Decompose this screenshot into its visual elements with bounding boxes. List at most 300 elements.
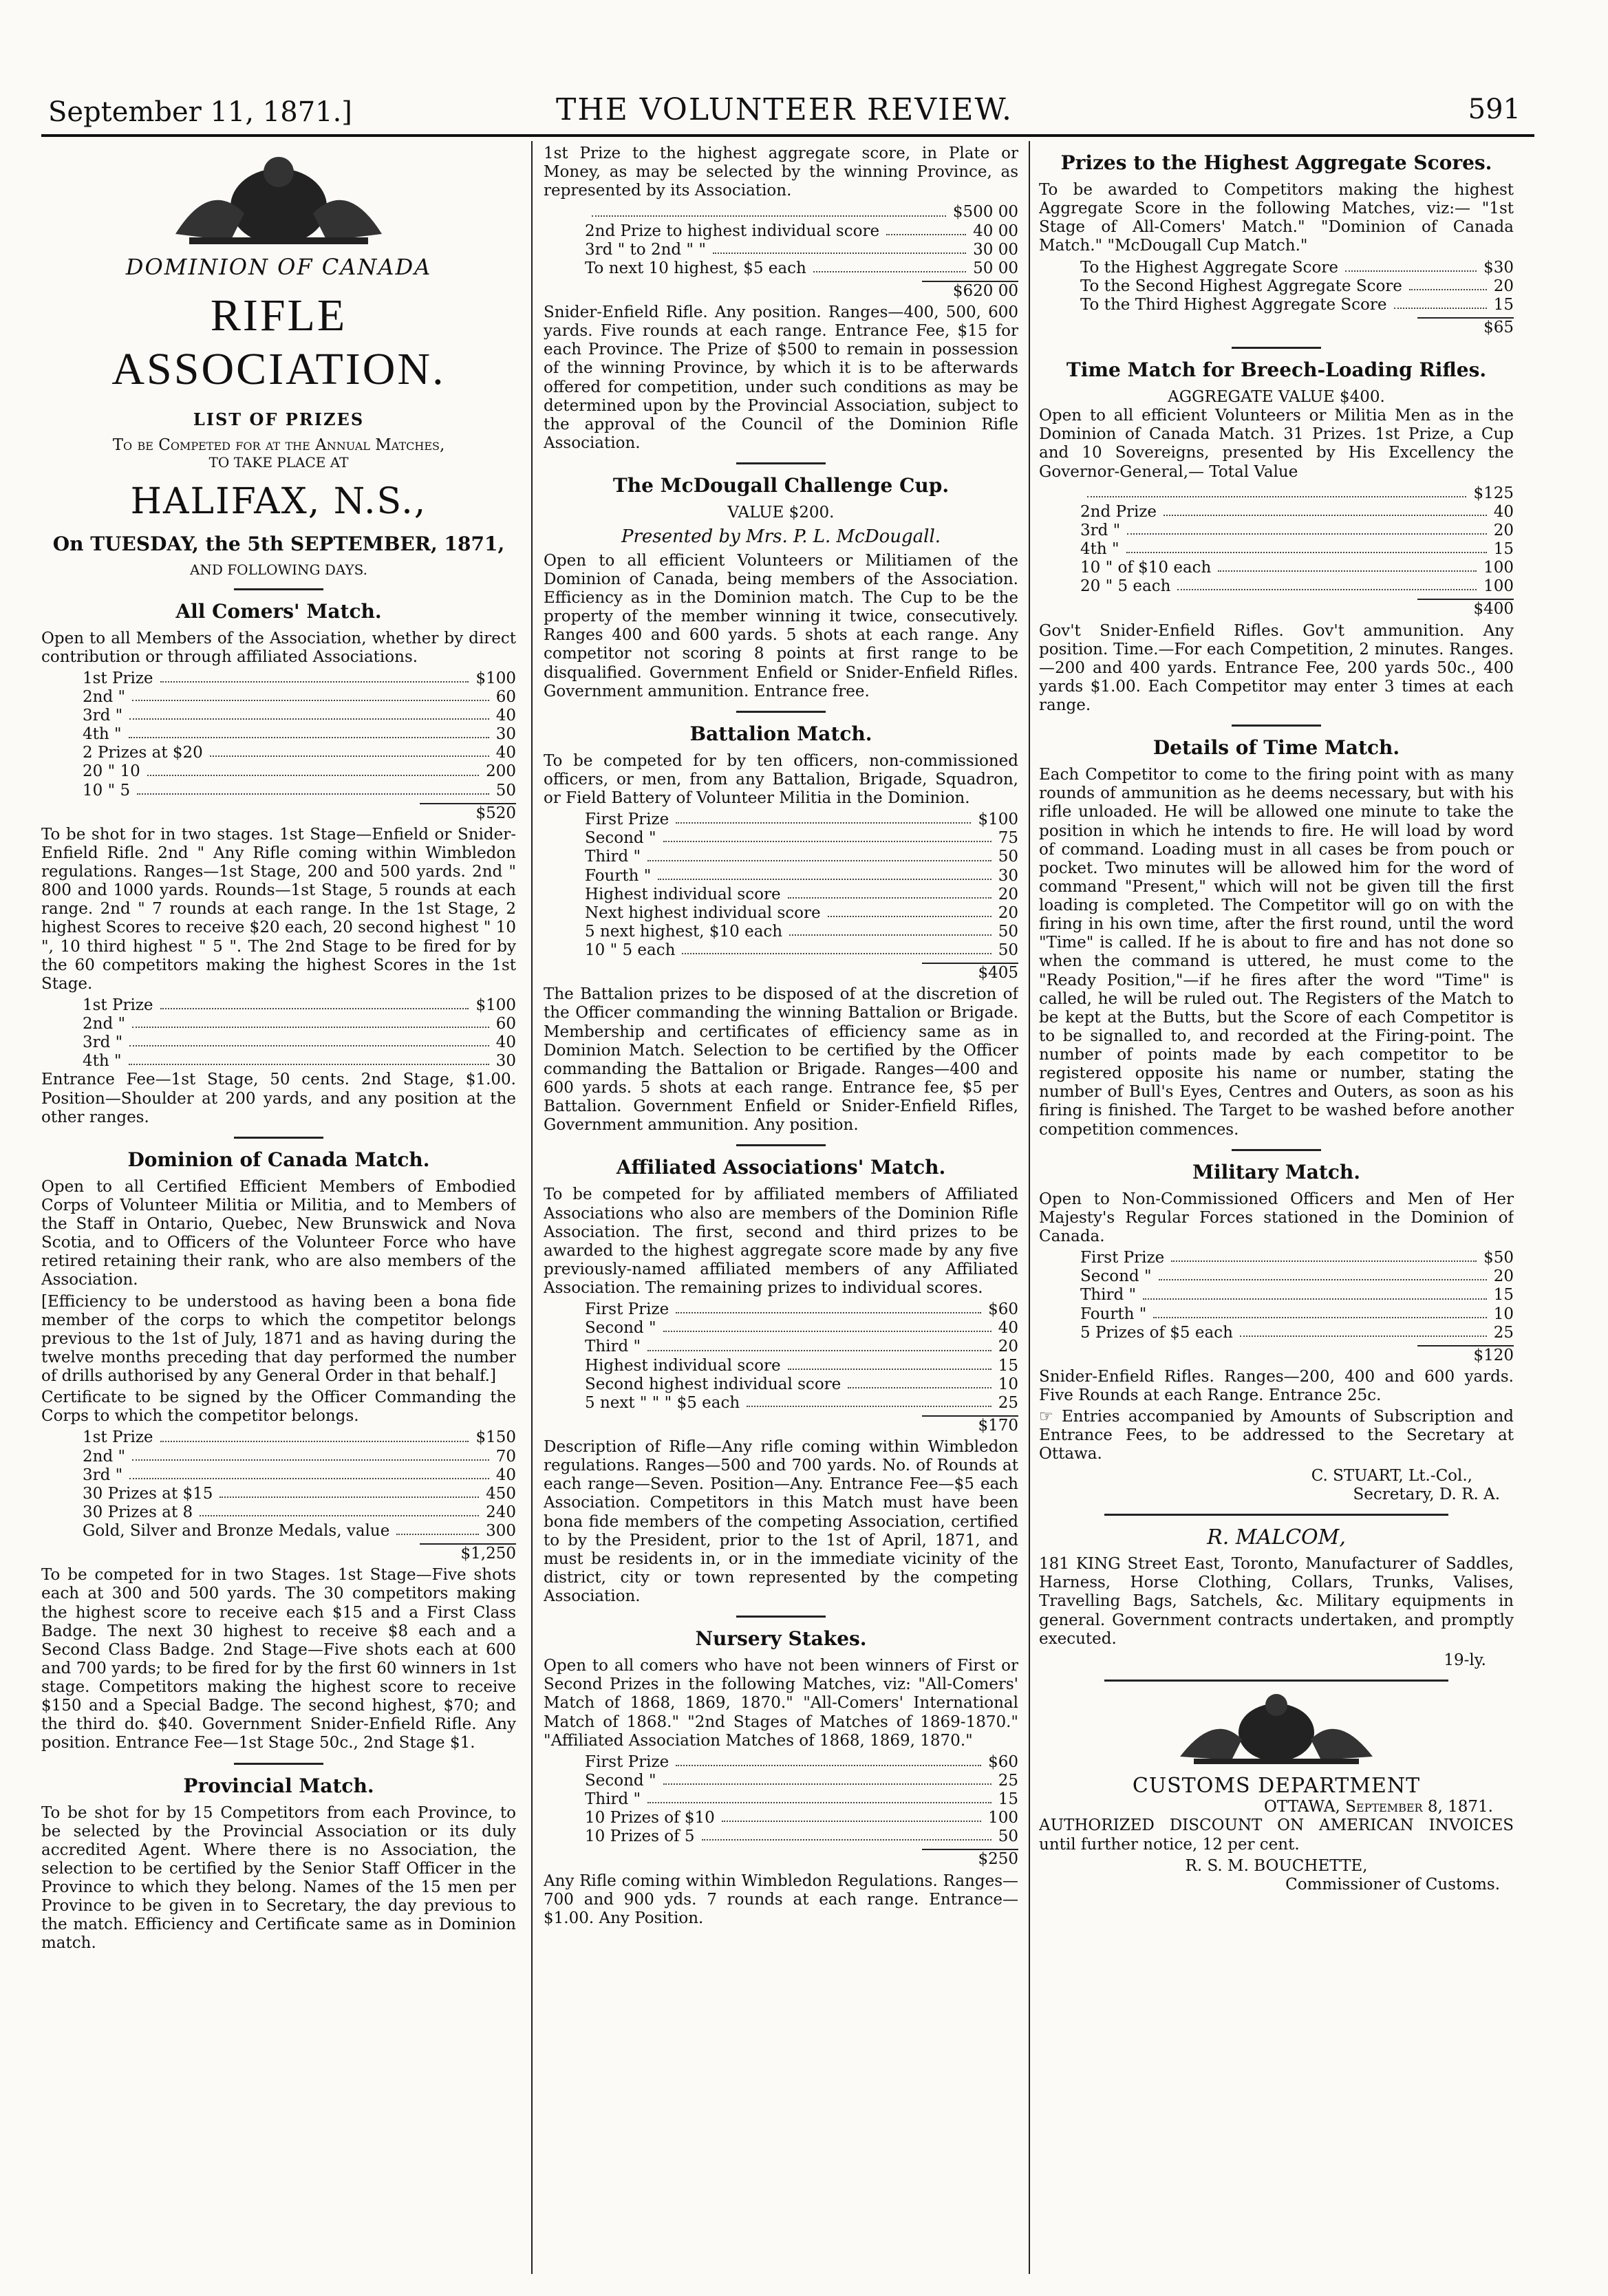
column-1	[41, 144, 516, 2277]
prize-row	[1039, 1267, 1514, 1286]
prize-amount: $60	[988, 1300, 1018, 1319]
prize-amount: 15	[998, 1356, 1018, 1375]
prize-row	[544, 848, 1018, 866]
leader-dots	[129, 725, 489, 738]
prize-row	[1039, 277, 1514, 296]
leader-dots	[1087, 484, 1466, 497]
prize-amount: 50	[998, 922, 1018, 941]
aggregate-prizes	[1039, 259, 1514, 314]
prize-amount: $150	[475, 1428, 516, 1447]
divider	[1232, 347, 1321, 349]
prize-row	[544, 1394, 1018, 1413]
prize-amount: 50 00	[973, 259, 1018, 277]
prize-row	[41, 688, 516, 707]
leader-dots	[663, 1319, 991, 1332]
prize-row	[1039, 1324, 1514, 1342]
battalion-text: The Battalion prizes to be disposed of at the discretion of the Officer commanding the winning Battalion or Brigade. Membership and certificates of efficiency same as in Dominion Match. Selection to be certified by the Officer commanding the Battalion or Brigade. Ranges—400 and 600 yards. 5 shots at each range. Entrance fee, $5 per Battalion. Government Enfield or Snider-Enfield Rifles, Government ammunition. Any position.	[544, 985, 1018, 1135]
prize-amount: 100	[1483, 577, 1514, 596]
customs-text: AUTHORIZED DISCOUNT ON AMERICAN INVOICES until further notice, 12 per cent.	[1039, 1816, 1514, 1854]
leader-dots	[1126, 540, 1487, 553]
prize-row	[544, 1319, 1018, 1338]
signature-name: C. STUART, Lt.-Col.,	[1311, 1466, 1472, 1485]
leader-dots	[886, 222, 966, 235]
leader-dots	[132, 1448, 489, 1461]
prize-row	[544, 203, 1018, 222]
coat-of-arms-icon	[148, 151, 409, 248]
leader-dots	[592, 203, 946, 216]
prize-label: 5 next " " " $5 each	[585, 1393, 740, 1412]
prize-amount: $30	[1483, 258, 1514, 277]
prize-row	[1039, 503, 1514, 522]
nursery-intro: Open to all comers who have not been winners of First or Second Prizes in the following Matches, viz: "All-Comers' Match of 1868, 1869, 1870." "All-Comers' International Match of 1868." "2nd Stages of Matches of 1869-1870." "Affiliated Association Matches of 1868, 1869, 1870."	[544, 1657, 1018, 1750]
time-match-title: Time Match for Breech-Loading Rifles.	[1066, 358, 1487, 382]
prize-label: 1st Prize	[83, 1428, 153, 1447]
prize-label: First Prize	[1080, 1249, 1165, 1267]
prize-amount: $100	[475, 669, 516, 687]
prize-row	[544, 923, 1018, 941]
prize-label: Third "	[585, 848, 641, 866]
leader-dots	[676, 811, 971, 824]
leader-dots	[1218, 559, 1477, 572]
prize-label: 3rd " to 2nd " "	[585, 240, 706, 259]
leader-dots	[160, 996, 469, 1009]
prize-row	[1039, 540, 1514, 559]
prize-row	[41, 762, 516, 781]
prize-row	[1039, 1305, 1514, 1324]
prize-label: Highest individual score	[585, 885, 781, 903]
prize-row	[544, 886, 1018, 904]
nursery-text: Any Rifle coming within Wimbledon Regulations. Ranges—700 and 900 yds. 7 rounds at each range. Entrance—$1.00. Any Position.	[544, 1871, 1018, 1927]
prize-label: Second highest individual score	[585, 1375, 841, 1393]
divider	[1104, 1680, 1448, 1682]
leader-dots	[160, 669, 469, 683]
prize-amount: 10	[998, 1375, 1018, 1393]
divider	[736, 1144, 826, 1146]
nursery-prizes	[544, 1753, 1018, 1847]
prize-row	[544, 1357, 1018, 1375]
prize-row	[1039, 259, 1514, 277]
leader-dots	[147, 762, 479, 775]
prize-amount: 300	[486, 1522, 516, 1541]
divider	[1232, 725, 1321, 727]
prize-label: Third "	[585, 1790, 641, 1809]
time-match-rules: Gov't Snider-Enfield Rifles. Gov't ammunition. Any position. Time.—For each Competition, 2 minutes. Ranges.—200 and 400 yards. Entrance Fee, 200 yards 50c., 400 yards $1.00. Each Competitor may enter 3 times at each range.	[1039, 621, 1514, 715]
prize-amount: 40	[495, 707, 516, 725]
dominion-rules: To be competed for in two Stages. 1st Stage—Five shots each at 300 and 500 yards. The 30 competitors making the highest score to receive each $15 and a First Class Badge. The next 30 highest to receive $8 each and a Second Class Badge. 2nd Stage—Five shots each at 600 and 700 yards; to be fired for by the first 60 winners in 1st stage. Competitors making the highest score to receive $150 and a Special Badge. The second highest, $70; and the third do. $40. Government Snider-Enfield Rifle. Any position. Entrance Fee—1st Stage 50c., 2nd Stage $1.	[41, 1566, 516, 1752]
prize-label: 4th "	[83, 1052, 122, 1071]
org-line-1: DOMINION OF CANADA	[125, 254, 432, 280]
divider	[234, 588, 323, 590]
prize-amount: 20	[1493, 277, 1514, 295]
prize-row	[544, 867, 1018, 886]
pointing-hand-icon: ☞	[1039, 1408, 1053, 1426]
prize-label: 30 Prizes at 8	[83, 1503, 193, 1521]
prize-row	[544, 941, 1018, 960]
prize-label: Second "	[1080, 1267, 1152, 1286]
provincial-rules: Snider-Enfield Rifle. Any position. Ranges—400, 500, 600 yards. Five rounds at each range. Entrance Fee, $15 for each Province. The Prize of $500 to remain in possession of the winning Province, by which it is to be afterwards offered for competition, under such conditions as may be determined upon by the Provincial Association, subject to the approval of the Council of the Dominion Rifle Association.	[544, 303, 1018, 452]
aggregate-title: Prizes to the Highest Aggregate Scores.	[1060, 151, 1492, 174]
prize-label: Second "	[585, 1319, 656, 1338]
military-text: Snider-Enfield Rifles. Ranges—200, 400 and 600 yards. Five Rounds at each Range. Entrance 25c.	[1039, 1367, 1514, 1404]
affiliated-prizes	[544, 1300, 1018, 1413]
prize-label: 3rd "	[83, 707, 123, 725]
time-match-total: $400	[1417, 599, 1514, 619]
prize-row	[544, 222, 1018, 241]
prize-amount: 70	[495, 1447, 516, 1466]
prize-amount: 30	[495, 1052, 516, 1071]
prize-label: 3rd "	[1080, 521, 1121, 539]
leader-dots	[647, 1790, 991, 1803]
prize-label: 30 Prizes at $15	[83, 1484, 213, 1503]
divider	[736, 1616, 826, 1618]
prize-amount: 40 00	[973, 222, 1018, 240]
prize-row	[544, 1809, 1018, 1827]
prize-amount: 40	[495, 744, 516, 762]
prize-row	[544, 259, 1018, 278]
prize-row	[41, 669, 516, 688]
prize-amount: $500 00	[952, 203, 1018, 222]
column-2	[544, 144, 1018, 2277]
prize-amount: 30	[998, 866, 1018, 885]
prize-amount: 20	[998, 903, 1018, 922]
leader-dots	[1345, 259, 1477, 272]
customs-date: OTTAWA, September 8, 1871.	[1264, 1798, 1493, 1816]
prize-row	[41, 725, 516, 744]
prize-amount: 25	[998, 1771, 1018, 1790]
prize-row	[544, 904, 1018, 923]
prize-amount: $50	[1483, 1249, 1514, 1267]
leader-dots	[132, 688, 489, 701]
royal-arms-icon	[1159, 1691, 1393, 1767]
prize-label: 4th "	[83, 725, 122, 744]
leader-dots	[663, 829, 991, 842]
leader-dots	[1171, 1249, 1477, 1262]
leader-dots	[129, 1466, 489, 1479]
prize-amount: 50	[998, 848, 1018, 866]
prize-label: 20 " 5 each	[1080, 577, 1171, 596]
aggregate-total: $65	[1417, 317, 1514, 337]
battalion-intro: To be competed for by ten officers, non-commissioned officers, or men, from any Battalion, Brigade, Squadron, or Field Battery of Volunteer Militia in the Dominion.	[544, 751, 1018, 808]
leader-dots	[1153, 1305, 1486, 1318]
header-rule	[41, 134, 1534, 137]
battalion-prizes	[544, 811, 1018, 960]
affiliated-total: $170	[922, 1415, 1018, 1435]
prize-label: Next highest individual score	[585, 903, 821, 922]
prize-label: 2nd Prize to highest individual score	[585, 222, 880, 240]
header-page-number: 591	[1468, 94, 1521, 125]
prize-row	[544, 811, 1018, 829]
all-comers-prizes	[41, 669, 516, 800]
military-prizes	[1039, 1249, 1514, 1342]
prize-label: First Prize	[585, 1300, 669, 1319]
aggregate-intro: To be awarded to Competitors making the highest Aggregate Score in the following Matches, viz:— "1st Stage of All-Comers' Match." "Dominion of Canada Match." "McDougall Cup Match."	[1039, 181, 1514, 255]
prize-amount: 100	[988, 1809, 1018, 1827]
prize-label: 2 Prizes at $20	[83, 744, 203, 762]
prize-amount: 50	[998, 941, 1018, 960]
prize-label: To next 10 highest, $5 each	[585, 259, 806, 277]
all-comers-total: $520	[420, 803, 516, 823]
prize-row	[544, 1790, 1018, 1809]
nursery-title: Nursery Stakes.	[695, 1627, 867, 1651]
prize-label: 1st Prize	[83, 996, 153, 1014]
prize-amount: 40	[998, 1319, 1018, 1338]
leader-dots	[129, 1033, 489, 1047]
leader-dots	[663, 1772, 991, 1785]
prize-row	[544, 1753, 1018, 1772]
signature-title: Secretary, D. R. A.	[1353, 1485, 1500, 1503]
military-intro: Open to Non-Commissioned Officers and Men of Her Majesty's Regular Forces stationed in the Dominion of Canada.	[1039, 1190, 1514, 1245]
leader-dots	[1240, 1324, 1487, 1337]
column-divider	[1029, 141, 1030, 2274]
prize-row	[41, 1015, 516, 1033]
all-comers-fee: Entrance Fee—1st Stage, 50 cents. 2nd Stage, $1.00. Position—Shoulder at 200 yards, and any position at the other ranges.	[41, 1071, 516, 1126]
provincial-total: $620 00	[922, 281, 1018, 301]
leader-dots	[702, 1827, 991, 1841]
entries-notice-text: Entries accompanied by Amounts of Subscription and Entrance Fees, to be addressed to the Secretary at Ottawa.	[1039, 1408, 1514, 1463]
leader-dots	[1159, 1267, 1487, 1280]
prize-row	[41, 1448, 516, 1466]
prize-row	[544, 1300, 1018, 1319]
leader-dots	[1394, 296, 1487, 309]
prize-row	[1039, 559, 1514, 577]
leader-dots	[210, 744, 489, 757]
provincial-text: To be shot for by 15 Competitors from each Province, to be selected by the Provincial Association or its duly accredited Agent. Where there is no Association, the selection to be certified by the Senior Staff Officer in the Province to which they belong. Names of the 15 men per Province to be given in to Secretary, the day previous to the match. Efficiency and Certificate same as in Dominion match.	[41, 1803, 516, 1953]
prize-amount: 15	[1493, 295, 1514, 314]
prize-row	[1039, 484, 1514, 503]
prize-label: 10 " of $10 each	[1080, 559, 1212, 577]
prize-label: Second "	[585, 1771, 656, 1790]
all-comers-stage2-prizes	[41, 996, 516, 1071]
leader-dots	[1127, 522, 1486, 535]
all-comers-intro: Open to all Members of the Association, whether by direct contribution or through affiliated Associations.	[41, 629, 516, 666]
leader-dots	[1409, 277, 1487, 290]
leader-dots	[1164, 503, 1487, 516]
prize-amount: $60	[988, 1752, 1018, 1771]
prize-label: 3rd "	[83, 1466, 123, 1484]
prize-amount: $100	[475, 996, 516, 1014]
leader-dots	[647, 848, 991, 861]
leader-dots	[713, 241, 966, 254]
leader-dots	[676, 1753, 981, 1766]
prize-label: Gold, Silver and Bronze Medals, value	[83, 1522, 390, 1541]
prize-amount: 20	[1493, 1267, 1514, 1286]
divider	[234, 1763, 323, 1765]
prize-label: To the Second Highest Aggregate Score	[1080, 277, 1402, 295]
leader-dots	[848, 1375, 991, 1388]
customs-title: CUSTOMS DEPARTMENT	[1132, 1773, 1421, 1798]
leader-dots	[647, 1338, 991, 1351]
prize-amount: 10	[1493, 1305, 1514, 1323]
prize-row	[544, 1338, 1018, 1356]
prize-row	[544, 1827, 1018, 1846]
prize-label: Second "	[585, 829, 656, 848]
malcom-text: 181 KING Street East, Toronto, Manufacturer of Saddles, Harness, Horse Clothing, Collars, Trunks, Valises, Travelling Bags, Satchels, &c. Military equipments in general. Government contracts undertaken, and promptly executed.	[1039, 1555, 1514, 1648]
leader-dots	[788, 886, 991, 899]
header-title: THE VOLUNTEER REVIEW.	[555, 92, 1014, 127]
prize-amount: 40	[1493, 502, 1514, 521]
prize-row	[544, 1772, 1018, 1790]
prize-row	[41, 996, 516, 1015]
compete-line: To be Competed for at the Annual Matches,	[112, 436, 445, 454]
prize-amount: 15	[1493, 540, 1514, 559]
affiliated-text: Description of Rifle—Any rifle coming within Wimbledon regulations. Ranges—500 and 700 yards. No. of Rounds at each range—Seven. Position—Any. Entrance Fee—$5 each Association. Competitors in this Match must have been bona fide members of the competing Association, certified to by the President, prior to the 1st of April, 1871, and must be residents in, or in the immediate vicinity of the district, city or town represented by the competing Association.	[544, 1438, 1018, 1606]
prize-amount: 450	[486, 1484, 516, 1503]
prize-label: Highest individual score	[585, 1356, 781, 1375]
prize-row	[41, 744, 516, 762]
prize-row	[1039, 1286, 1514, 1305]
prize-row	[41, 782, 516, 800]
prize-label: 2nd "	[83, 1447, 126, 1466]
prize-row	[41, 1522, 516, 1541]
leader-dots	[129, 707, 489, 720]
malcom-code: 19-ly.	[1444, 1651, 1486, 1669]
following-days: AND FOLLOWING DAYS.	[189, 561, 368, 578]
divider	[736, 711, 826, 713]
prize-amount: 30	[495, 725, 516, 744]
customs-name: R. S. M. BOUCHETTE,	[1185, 1856, 1368, 1875]
prize-amount: $125	[1473, 484, 1514, 502]
prize-label: First Prize	[585, 1752, 669, 1771]
divider	[1104, 1514, 1448, 1516]
divider	[736, 462, 826, 464]
dominion-title: Dominion of Canada Match.	[127, 1148, 430, 1171]
prize-label: First Prize	[585, 811, 669, 829]
prize-label: 5 Prizes of $5 each	[1080, 1323, 1233, 1342]
prize-amount: 50	[998, 1827, 1018, 1846]
prize-row	[41, 1466, 516, 1485]
leader-dots	[658, 867, 991, 880]
prize-amount: 50	[495, 781, 516, 800]
prize-row	[1039, 1249, 1514, 1267]
prize-row	[41, 1503, 516, 1522]
dominion-prizes	[41, 1428, 516, 1541]
provincial-prizes-text: 1st Prize to the highest aggregate score, in Plate or Money, as may be selected by the winning Province, as represented by its Association.	[544, 144, 1018, 200]
prize-row	[544, 829, 1018, 848]
leader-dots	[160, 1428, 469, 1441]
prize-amount: 60	[495, 687, 516, 706]
leader-dots	[676, 1300, 981, 1313]
prize-label: 4th "	[1080, 540, 1119, 559]
prize-row	[41, 1485, 516, 1503]
prize-label: 10 " 5	[83, 781, 131, 800]
dominion-intro: Open to all Certified Efficient Members of Embodied Corps of Volunteer Militia or Militia, and to Members of the Staff in Ontario, Quebec, New Brunswick and Nova Scotia, and to Officers of the Volunteer Force who have retired retaining their rank, who are also members of the Association.	[41, 1177, 516, 1289]
prize-amount: 25	[998, 1393, 1018, 1412]
prize-label: Third "	[1080, 1286, 1137, 1305]
match-date: On TUESDAY, the 5th SEPTEMBER, 1871,	[52, 532, 505, 555]
prize-amount: 75	[998, 829, 1018, 848]
prize-amount: 15	[1493, 1286, 1514, 1305]
prize-amount: 30 00	[973, 240, 1018, 259]
battalion-total: $405	[922, 963, 1018, 983]
affiliated-title: Affiliated Associations' Match.	[616, 1156, 946, 1179]
military-total: $120	[1417, 1345, 1514, 1365]
provincial-title: Provincial Match.	[183, 1774, 374, 1797]
military-title: Military Match.	[1192, 1160, 1360, 1183]
leader-dots	[396, 1522, 479, 1535]
prize-label: 2nd "	[83, 687, 126, 706]
prize-row	[544, 241, 1018, 259]
provincial-prizes	[544, 203, 1018, 278]
prize-label: 20 " 10	[83, 762, 140, 781]
org-line-2: RIFLE ASSOCIATION.	[111, 290, 446, 394]
all-comers-title: All Comers' Match.	[175, 599, 382, 623]
prize-label: To the Highest Aggregate Score	[1080, 258, 1338, 277]
details-title: Details of Time Match.	[1153, 736, 1400, 760]
dominion-certificate: Certificate to be signed by the Officer Commanding the Corps to which the competitor belongs.	[41, 1388, 516, 1426]
prize-amount: 60	[495, 1015, 516, 1033]
prize-label: 2nd "	[83, 1015, 126, 1033]
prize-label: 5 next highest, $10 each	[585, 922, 783, 941]
leader-dots	[137, 782, 489, 795]
cup-text: Open to all efficient Volunteers or Militiamen of the Dominion of Canada, being members of the Association. Efficiency as in the Dominion match. The Cup to be the property of the member winning it twice, consecutively. Ranges 400 and 600 yards. 5 shots at each range. Any competitor not scoring 8 points at first range to be disqualified. Government Enfield or Snider-Enfield Rifles. Government ammunition. Entrance free.	[544, 551, 1018, 700]
prize-row	[1039, 522, 1514, 540]
prize-amount: 240	[486, 1503, 516, 1521]
leader-dots	[722, 1809, 981, 1822]
header-date: September 11, 1871.]	[48, 96, 352, 128]
time-match-value: AGGREGATE VALUE $400.	[1168, 388, 1385, 407]
entries-notice	[1039, 1408, 1514, 1463]
leader-dots	[1143, 1286, 1487, 1299]
prize-amount: $100	[978, 811, 1018, 829]
prize-label: Fourth "	[1080, 1305, 1147, 1323]
dominion-efficiency: [Efficiency to be understood as having been a bona fide member of the corps to which the competitor belongs previous to the 1st of July, 1871 and as having during the twelve months preceding that day performed the number of drills authorised by any General Order in that behalf.]	[41, 1292, 516, 1386]
column-3	[1039, 144, 1514, 2277]
take-place-line: TO TAKE PLACE AT	[208, 453, 349, 471]
prize-row	[41, 707, 516, 725]
column-divider	[531, 141, 533, 2274]
prize-row	[1039, 296, 1514, 314]
leader-dots	[219, 1485, 479, 1498]
prize-row	[1039, 577, 1514, 596]
leader-dots	[747, 1394, 991, 1407]
prize-label: Fourth "	[585, 866, 652, 885]
list-of-prizes: LIST OF PRIZES	[193, 409, 365, 429]
prize-label: To the Third Highest Aggregate Score	[1080, 295, 1387, 314]
divider	[1232, 1149, 1321, 1151]
leader-dots	[789, 923, 991, 936]
customs-role: Commissioner of Customs.	[1285, 1875, 1500, 1893]
leader-dots	[132, 1015, 489, 1028]
leader-dots	[682, 941, 991, 954]
battalion-title: Battalion Match.	[689, 722, 872, 745]
prize-label: 10 Prizes of $10	[585, 1809, 715, 1827]
leader-dots	[828, 904, 991, 917]
prize-amount: 40	[495, 1033, 516, 1052]
prize-amount: 200	[486, 762, 516, 781]
prize-label: 2nd Prize	[1080, 502, 1157, 521]
prize-label: 1st Prize	[83, 669, 153, 687]
cup-value: VALUE $200.	[727, 504, 835, 522]
prize-amount: 20	[1493, 521, 1514, 539]
leader-dots	[788, 1357, 991, 1370]
prize-amount: 20	[998, 885, 1018, 903]
time-match-prizes	[1039, 484, 1514, 597]
prize-amount: 40	[495, 1466, 516, 1484]
prize-row	[41, 1052, 516, 1071]
cup-presented: Presented by Mrs. P. L. McDougall.	[621, 526, 941, 548]
nursery-total: $250	[922, 1849, 1018, 1869]
prize-row	[41, 1033, 516, 1052]
divider	[234, 1137, 323, 1139]
prize-label: 10 " 5 each	[585, 941, 676, 960]
leader-dots	[813, 259, 966, 272]
page-header	[41, 83, 1527, 131]
city-title: HALIFAX, N.S.,	[130, 480, 427, 522]
prize-label: 10 Prizes of 5	[585, 1827, 695, 1846]
cup-title: The McDougall Challenge Cup.	[612, 474, 950, 497]
prize-amount: 100	[1483, 559, 1514, 577]
prize-row	[544, 1375, 1018, 1394]
